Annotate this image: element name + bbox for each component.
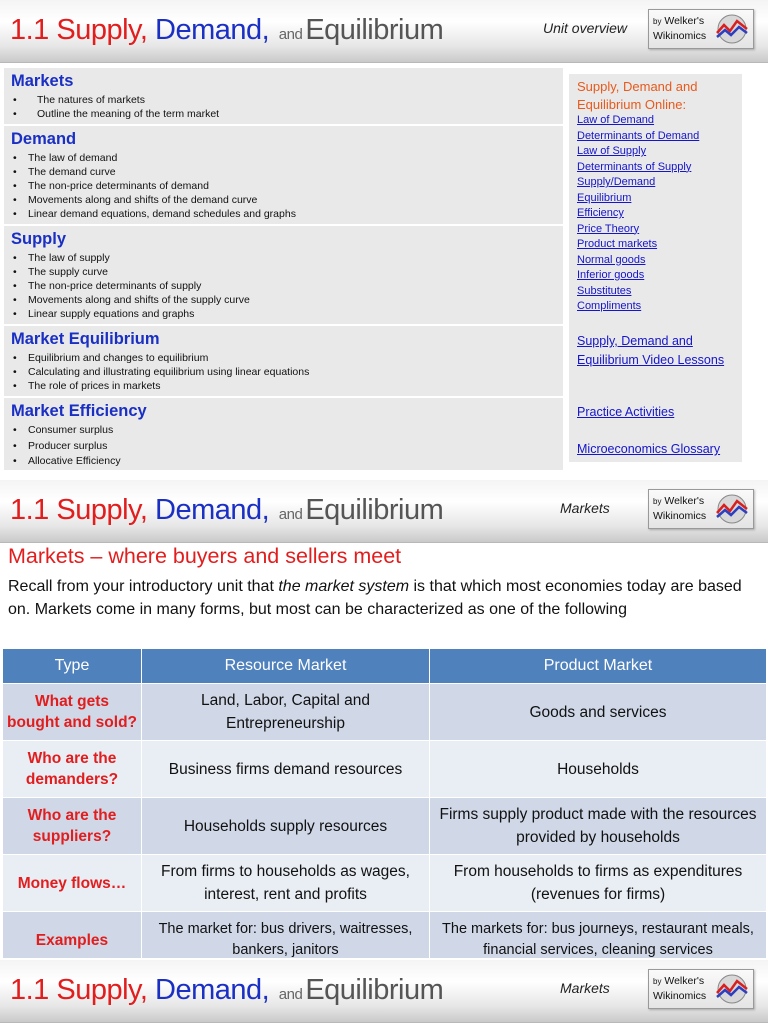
row-label: Examples bbox=[3, 912, 142, 959]
row-label: Who are the demanders? bbox=[3, 741, 142, 798]
section-label: Markets bbox=[560, 500, 610, 516]
list-item: • The role of prices in markets bbox=[12, 379, 563, 393]
product-market-cell: The markets for: bus journeys, restaurant meals, financial services, cleaning services bbox=[430, 912, 767, 959]
link-product-markets[interactable]: Product markets bbox=[577, 238, 658, 250]
section-label: Markets bbox=[560, 980, 610, 996]
resource-market-cell: Business firms demand resources bbox=[142, 741, 430, 798]
topic-title: Markets bbox=[11, 72, 74, 90]
link-compliments[interactable]: Compliments bbox=[577, 300, 642, 312]
list-item: • Allocative Efficiency bbox=[12, 454, 563, 470]
slide-markets bbox=[0, 480, 768, 958]
list-item: • The natures of markets bbox=[12, 93, 563, 107]
column-header-product-market: Product Market bbox=[430, 649, 767, 684]
list-item: • Linear supply equations and graphs bbox=[12, 307, 563, 321]
topic-markets bbox=[4, 68, 563, 126]
slide-header bbox=[0, 0, 768, 63]
link-microeconomics-glossary[interactable]: Microeconomics Glossary bbox=[577, 442, 721, 456]
product-market-cell: Households bbox=[430, 741, 767, 798]
list-item: • The non-price determinants of demand bbox=[12, 179, 563, 193]
link-inferior-goods[interactable]: Inferior goods bbox=[577, 269, 645, 281]
link-efficiency[interactable]: Efficiency bbox=[577, 207, 624, 219]
link-law-of-demand[interactable]: Law of Demand bbox=[577, 114, 655, 126]
welkers-wikinomics-logo: by Welker's Wikinomics bbox=[648, 969, 754, 1009]
row-label: Who are the suppliers? bbox=[3, 798, 142, 855]
list-item: • Calculating and illustrating equilibrium using linear equations bbox=[12, 365, 563, 379]
link-supply-demand[interactable]: Supply/Demand bbox=[577, 176, 656, 188]
list-item: • Consumer surplus bbox=[12, 423, 563, 439]
resource-market-cell: Land, Labor, Capital and Entrepreneurship bbox=[142, 684, 430, 741]
link-law-of-supply[interactable]: Law of Supply bbox=[577, 145, 647, 157]
slide-unit-overview bbox=[0, 0, 768, 478]
list-item: • Producer surplus bbox=[12, 439, 563, 455]
slide-header bbox=[0, 480, 768, 543]
slide-title: 1.1 Supply, Demand, and Equilibrium bbox=[10, 494, 444, 526]
topic-title: Market Efficiency bbox=[11, 402, 147, 420]
table-row bbox=[3, 855, 767, 912]
table-row bbox=[3, 798, 767, 855]
link-determinants-of-supply[interactable]: Determinants of Supply bbox=[577, 160, 692, 173]
link-video-lessons[interactable]: Supply, Demand and Equilibrium Video Lessons bbox=[577, 334, 725, 367]
row-label: Money flows… bbox=[3, 855, 142, 912]
list-item: • The non-price determinants of supply bbox=[12, 279, 563, 293]
link-practice-activities[interactable]: Practice Activities bbox=[577, 405, 675, 419]
list-item: • The law of demand bbox=[12, 151, 563, 165]
column-header-type: Type bbox=[3, 649, 142, 684]
link-equilibrium[interactable]: Equilibrium bbox=[577, 191, 632, 204]
markets-heading: Markets – where buyers and sellers meet bbox=[8, 544, 402, 568]
topic-title: Demand bbox=[11, 130, 77, 148]
slide-title: 1.1 Supply, Demand, and Equilibrium bbox=[10, 974, 444, 1006]
resource-market-cell: Households supply resources bbox=[142, 798, 430, 855]
list-item: • Outline the meaning of the term market bbox=[12, 107, 563, 121]
list-item: • Movements along and shifts of the demand curve bbox=[12, 193, 563, 207]
online-resources-panel bbox=[569, 74, 742, 462]
link-price-theory[interactable]: Price Theory bbox=[577, 222, 640, 235]
list-item: • The law of supply bbox=[12, 251, 563, 265]
table-row bbox=[3, 684, 767, 741]
product-market-cell: Goods and services bbox=[430, 684, 767, 741]
topic-demand bbox=[4, 126, 563, 226]
topic-supply bbox=[4, 226, 563, 326]
topic-market-efficiency bbox=[4, 398, 563, 472]
resource-market-cell: The market for: bus drivers, waitresses, bankers, janitors bbox=[142, 912, 430, 959]
list-item: • Equilibrium and changes to equilibrium bbox=[12, 351, 563, 365]
slide-header bbox=[0, 960, 768, 1023]
topic-market-equilibrium bbox=[4, 326, 563, 398]
markets-table bbox=[2, 648, 767, 958]
table-row bbox=[3, 741, 767, 798]
product-market-cell: Firms supply product made with the resources provided by households bbox=[430, 798, 767, 855]
topic-title: Market Equilibrium bbox=[11, 330, 160, 348]
link-normal-goods[interactable]: Normal goods bbox=[577, 253, 646, 266]
resource-market-cell: From firms to households as wages, interest, rent and profits bbox=[142, 855, 430, 912]
globe-chart-icon bbox=[714, 973, 750, 1005]
link-determinants-of-demand[interactable]: Determinants of Demand bbox=[577, 129, 700, 142]
link-substitutes[interactable]: Substitutes bbox=[577, 284, 632, 297]
list-item: • Movements along and shifts of the supply curve bbox=[12, 293, 563, 307]
globe-chart-icon bbox=[714, 493, 750, 525]
slide-title: 1.1 Supply, Demand, and Equilibrium bbox=[10, 14, 444, 46]
column-header-resource-market: Resource Market bbox=[142, 649, 430, 684]
globe-chart-icon bbox=[714, 13, 750, 45]
list-item: • Linear demand equations, demand schedules and graphs bbox=[12, 207, 563, 221]
section-label: Unit overview bbox=[543, 20, 628, 36]
table-header-row bbox=[3, 649, 767, 684]
table-row bbox=[3, 912, 767, 959]
welkers-wikinomics-logo: by Welker's Wikinomics bbox=[648, 9, 754, 49]
markets-intro: Recall from your introductory unit that the market system is that which most economies today are based on. Markets come in many forms, but most can be characterized as one of the following bbox=[8, 578, 742, 618]
product-market-cell: From households to firms as expenditures (revenues for firms) bbox=[430, 855, 767, 912]
topic-title: Supply bbox=[11, 230, 67, 248]
welkers-wikinomics-logo: by Welker's Wikinomics bbox=[648, 489, 754, 529]
online-resources-heading: Supply, Demand and Equilibrium Online: bbox=[577, 79, 698, 112]
row-label: What gets bought and sold? bbox=[3, 684, 142, 741]
slide-markets-continued bbox=[0, 960, 768, 1024]
list-item: • The supply curve bbox=[12, 265, 563, 279]
list-item: • The demand curve bbox=[12, 165, 563, 179]
